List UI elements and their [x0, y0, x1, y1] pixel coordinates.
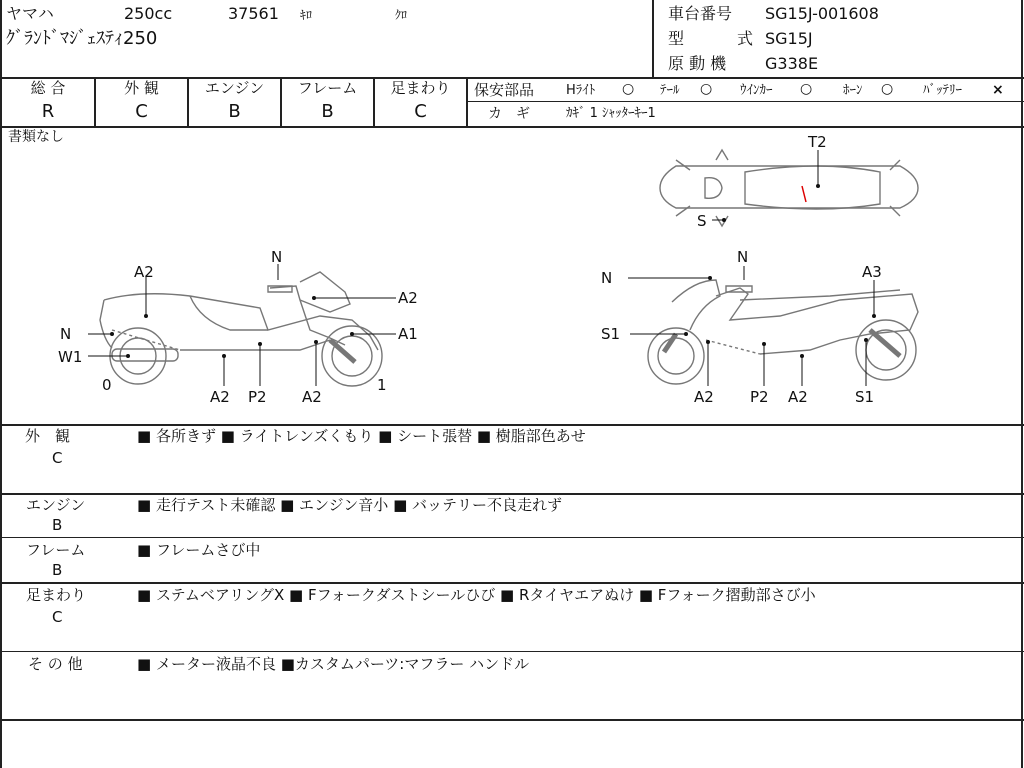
label-left-p2: P2	[248, 388, 267, 406]
label-left-a2-top: A2	[134, 263, 154, 281]
note-divider-1	[0, 493, 1024, 495]
type-label-1: 型	[668, 29, 685, 48]
safety-winker-mark: ○	[800, 81, 813, 97]
label-top-t2: T2	[808, 133, 827, 151]
frame-no-label: 車台番号	[668, 4, 733, 23]
label-left-a2-bottom-2: A2	[302, 388, 322, 406]
note-exterior-label: 外 観	[25, 427, 71, 445]
documents-note: 書類なし	[8, 129, 64, 145]
safety-headlight: Hﾗｲﾄ	[566, 83, 596, 98]
mileage: 37561	[228, 4, 279, 23]
maker: ヤマハ	[6, 4, 54, 23]
label-left-a1: A1	[398, 325, 418, 343]
note-divider-4	[0, 651, 1024, 652]
safety-horn-mark: ○	[881, 81, 894, 97]
grade-overall: R	[41, 101, 55, 122]
note-exterior-grade: C	[52, 449, 63, 467]
label-right-a3: A3	[862, 263, 882, 281]
label-top-s: S	[697, 212, 707, 230]
grade-frame: B	[321, 101, 334, 122]
header-vertical-divider	[652, 0, 654, 78]
engine-value: G338E	[765, 54, 819, 73]
diagram-divider	[0, 424, 1024, 426]
safety-horn: ﾎｰﾝ	[843, 83, 863, 98]
label-left-a2-bottom-1: A2	[210, 388, 230, 406]
note-engine-label: エンジン	[26, 496, 86, 514]
color: ｸﾛ	[395, 8, 408, 22]
label-left-w1: W1	[58, 348, 83, 366]
safety-tail: ﾃｰﾙ	[660, 83, 680, 98]
grade-exterior-label: 外 観	[124, 79, 159, 97]
safety-winker: ｳｲﾝｶｰ	[740, 83, 773, 98]
label-right-a2-bottom-1: A2	[694, 388, 714, 406]
note-suspension-items: ■ ステムベアリングX ■ Fフォークダストシールひび ■ Rタイヤエアぬけ ■ Fフォーク摺動部さび小	[137, 586, 816, 604]
type-label-2: 式	[737, 29, 754, 48]
model-name: ｸﾞﾗﾝﾄﾞﾏｼﾞｪｽﾃｨ250	[6, 28, 158, 49]
key-label: カ ギ	[488, 106, 530, 122]
label-left-a2-right: A2	[398, 289, 418, 307]
damage-diagram	[0, 128, 1022, 424]
label-left-n-top: N	[271, 248, 283, 266]
label-right-n-left: N	[601, 269, 613, 287]
safety-tail-mark: ○	[700, 81, 713, 97]
safety-battery-mark: ×	[992, 82, 1004, 98]
diagram-dots	[110, 184, 876, 358]
grade-engine-label: エンジン	[204, 79, 265, 97]
note-frame-label: フレーム	[26, 541, 86, 559]
label-right-p2: P2	[750, 388, 769, 406]
label-left-1: 1	[377, 376, 387, 394]
type-value: SG15J	[765, 29, 813, 48]
note-other-label: そ の 他	[28, 655, 83, 673]
safety-headlight-mark: ○	[622, 81, 635, 97]
grade-exterior: C	[135, 101, 148, 122]
note-divider-2	[0, 537, 1024, 538]
label-right-s1-left: S1	[601, 325, 621, 343]
grade-suspension: C	[414, 101, 427, 122]
label-left-n: N	[60, 325, 72, 343]
note-other-items: ■ メーター液晶不良 ■カスタムパーツ:マフラー ハンドル	[137, 655, 530, 673]
label-right-a2-bottom-2: A2	[788, 388, 808, 406]
note-exterior-items: ■ 各所きず ■ ライトレンズくもり ■ シート張替 ■ 樹脂部色あせ	[137, 427, 586, 445]
safety-battery: ﾊﾞｯﾃﾘｰ	[923, 83, 962, 98]
safety-inner-divider	[467, 101, 1024, 102]
note-suspension-label: 足まわり	[26, 586, 87, 604]
grade-col-div-5	[466, 78, 468, 126]
top-view-red-mark	[802, 186, 806, 202]
note-engine-items: ■ 走行テスト未確認 ■ エンジン音小 ■ バッテリー不良走れず	[137, 496, 563, 514]
note-frame-items: ■ フレームさび中	[137, 541, 261, 559]
scooter-left-view	[100, 272, 382, 386]
grade-suspension-label: 足まわり	[390, 79, 451, 97]
label-right-n-top: N	[737, 248, 749, 266]
grade-frame-label: フレーム	[297, 79, 358, 97]
label-right-s1-bottom: S1	[855, 388, 875, 406]
grade-engine: B	[228, 101, 241, 122]
frame-no: SG15J-001608	[765, 4, 879, 23]
safety-label: 保安部品	[474, 81, 535, 99]
note-divider-3	[0, 582, 1024, 584]
mileage-unit: ｷﾛ	[300, 8, 313, 22]
note-engine-grade: B	[52, 516, 63, 534]
scooter-right-view	[648, 280, 918, 384]
key-value: ｶｷﾞ 1 ｼｬｯﾀｰｷｰ1	[566, 106, 656, 121]
note-divider-5	[0, 719, 1024, 721]
note-suspension-grade: C	[52, 608, 63, 626]
label-left-0: 0	[102, 376, 112, 394]
displacement: 250cc	[124, 4, 173, 23]
grade-overall-label: 総 合	[30, 79, 66, 97]
note-frame-grade: B	[52, 561, 63, 579]
engine-label: 原 動 機	[668, 54, 727, 73]
